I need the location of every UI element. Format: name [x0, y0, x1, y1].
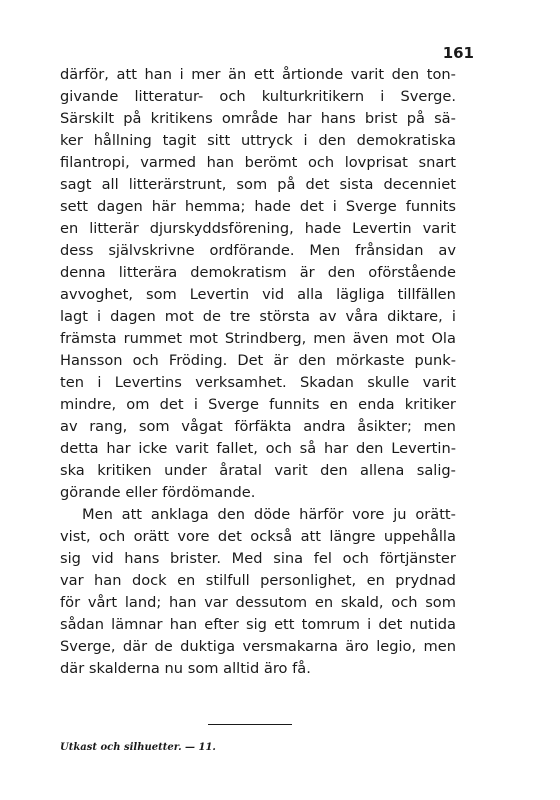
word: på	[123, 110, 142, 127]
word: tillfällen	[397, 286, 456, 303]
word: den	[355, 440, 384, 457]
word: ett	[253, 66, 275, 83]
word: men	[423, 638, 456, 655]
word: av	[438, 242, 456, 259]
word: en	[177, 572, 196, 589]
word: varit	[422, 220, 456, 237]
word: anklaga	[150, 506, 209, 523]
text-line	[60, 614, 456, 636]
text-line	[60, 526, 456, 548]
word: fallet,	[216, 440, 258, 457]
word: Skadan	[300, 374, 354, 391]
word: även	[352, 330, 389, 347]
word: skulle	[367, 374, 410, 391]
text-line	[60, 394, 456, 416]
word: de	[154, 638, 173, 655]
word: därför,	[60, 66, 109, 83]
word: härför	[299, 506, 344, 523]
word: sagt	[60, 176, 92, 193]
word: kritiker	[404, 396, 456, 413]
word: han	[169, 594, 197, 611]
word: vore	[177, 528, 210, 545]
word: döde	[253, 506, 291, 523]
text-line	[60, 86, 456, 108]
word: litterär	[89, 220, 139, 237]
text-line	[60, 658, 456, 680]
word: skalderna	[88, 660, 160, 677]
word: varit	[422, 374, 456, 391]
word: kulturkritikern	[261, 88, 365, 105]
word: tre	[229, 308, 251, 325]
word: han	[144, 66, 172, 83]
text-line	[60, 108, 456, 130]
word: det	[299, 198, 324, 215]
word: Sverge	[345, 198, 397, 215]
word: detta	[60, 440, 99, 457]
word: görande	[60, 484, 121, 501]
word: en	[366, 572, 385, 589]
word: där	[122, 638, 148, 655]
text-line	[60, 372, 456, 394]
word: denna	[60, 264, 106, 281]
word: Fröding.	[168, 352, 228, 369]
word: fel	[313, 550, 332, 567]
word: men	[313, 330, 346, 347]
word: vid	[262, 286, 285, 303]
word: sä-	[434, 110, 456, 127]
word: mindre,	[60, 396, 117, 413]
word: är	[273, 352, 289, 369]
text-line	[60, 416, 456, 438]
word: filantropi,	[60, 154, 130, 171]
word: eller	[125, 484, 158, 501]
word: Levertins	[114, 374, 182, 391]
word: äro	[263, 660, 288, 677]
word: har	[323, 440, 349, 457]
word: ten	[60, 374, 84, 391]
text-line	[60, 460, 456, 482]
word: äro	[345, 638, 369, 655]
word: det	[305, 176, 330, 193]
word: lämnar	[111, 616, 163, 633]
word: så	[299, 440, 317, 457]
word: land;	[124, 594, 162, 611]
word: varit	[175, 440, 209, 457]
word: i	[332, 198, 337, 215]
text-line	[60, 482, 456, 504]
word: den	[318, 132, 346, 149]
word: våra	[345, 308, 379, 325]
word: mer	[191, 66, 221, 83]
word: som	[187, 660, 219, 677]
text-line	[60, 152, 456, 174]
word: den	[391, 66, 420, 83]
word: mörkaste	[335, 352, 405, 369]
text-line	[60, 218, 456, 240]
word: var	[204, 594, 228, 611]
body-text	[60, 64, 456, 680]
word: berömt	[244, 154, 298, 171]
word: där	[60, 660, 85, 677]
word: salig-	[416, 462, 456, 479]
word: åsikter;	[357, 418, 412, 435]
word: verksamhet.	[195, 374, 287, 391]
word: i	[179, 66, 184, 83]
word: på	[277, 176, 296, 193]
word: personlighet,	[260, 572, 357, 589]
word: fördömande.	[162, 484, 256, 501]
word: stilfull	[205, 572, 250, 589]
word: har	[287, 110, 312, 127]
word: ton-	[426, 66, 456, 83]
word: den	[217, 506, 246, 523]
word: prydnad	[395, 572, 456, 589]
text-line	[60, 592, 456, 614]
text-line	[60, 504, 456, 526]
word: och	[342, 550, 369, 567]
word: oförstående	[368, 264, 456, 281]
word: lovprisat	[344, 154, 408, 171]
word: att	[300, 528, 321, 545]
word: brist	[364, 110, 398, 127]
text-line	[60, 328, 456, 350]
word: få.	[292, 660, 311, 677]
word: som	[145, 286, 177, 303]
word: ju	[393, 506, 407, 523]
word: snart	[418, 154, 456, 171]
word: självskrivne	[108, 242, 195, 259]
word: givande	[60, 88, 119, 105]
text-line	[60, 130, 456, 152]
word: demokratiska	[356, 132, 456, 149]
word: uttryck	[240, 132, 293, 149]
word: kritikens	[150, 110, 213, 127]
word: och	[391, 594, 418, 611]
word: dagen	[110, 308, 156, 325]
word: Sverge.	[400, 88, 456, 105]
word: i	[380, 88, 385, 105]
word: de	[202, 308, 221, 325]
word: var	[60, 572, 84, 589]
word: ska	[60, 462, 85, 479]
word: i	[97, 308, 102, 325]
word: Det	[237, 352, 264, 369]
word: nutida	[409, 616, 456, 633]
word: tomrum	[301, 616, 360, 633]
word: sett	[60, 198, 89, 215]
word: demokratism	[190, 264, 287, 281]
word: han	[206, 154, 235, 171]
word: och	[219, 88, 246, 105]
signature-footer: Utkast och silhuetter. — 11.	[60, 742, 216, 753]
word: avvoghet,	[60, 286, 133, 303]
word: av	[60, 418, 78, 435]
word: i	[97, 374, 102, 391]
word: dessutom	[235, 594, 308, 611]
word: ordförande.	[209, 242, 295, 259]
word: under	[164, 462, 207, 479]
word: Men	[309, 242, 341, 259]
word: och	[265, 440, 292, 457]
word: varit	[350, 66, 385, 83]
word: i	[451, 308, 456, 325]
word: det	[378, 616, 403, 633]
word: och	[132, 352, 159, 369]
text-line	[60, 438, 456, 460]
word: men	[423, 418, 456, 435]
word: varmed	[140, 154, 197, 171]
word: uppehålla	[383, 528, 456, 545]
word: här	[151, 198, 176, 215]
word: förtjänster	[379, 550, 456, 567]
word: vårt	[87, 594, 118, 611]
word: i	[193, 396, 198, 413]
word: att	[116, 66, 137, 83]
word: hade	[254, 198, 291, 215]
word: lagt	[60, 308, 88, 325]
word: djurskyddsförening,	[149, 220, 294, 237]
page-number: 161	[442, 44, 474, 62]
word: och	[307, 154, 335, 171]
word: i	[367, 616, 372, 633]
word: den	[298, 352, 326, 369]
word: dess	[60, 242, 94, 259]
word: sina	[273, 550, 304, 567]
word: rummet	[123, 330, 182, 347]
word: litterärstrunt,	[128, 176, 227, 193]
word: orätt-	[415, 506, 456, 523]
word: främsta	[60, 330, 117, 347]
text-line	[60, 196, 456, 218]
word: punk-	[414, 352, 456, 369]
word: att	[121, 506, 143, 523]
word: litterära	[118, 264, 178, 281]
text-line	[60, 64, 456, 86]
word: sådan	[60, 616, 105, 633]
word: versmakarna	[242, 638, 338, 655]
word: som	[138, 418, 170, 435]
text-line	[60, 636, 456, 658]
text-line	[60, 350, 456, 372]
word: årtionde	[281, 66, 344, 83]
word: är	[299, 264, 315, 281]
word: legio,	[376, 638, 417, 655]
word: allena	[360, 462, 405, 479]
word: Särskilt	[60, 110, 115, 127]
word: ker	[60, 132, 83, 149]
word: Men	[82, 506, 113, 523]
word: vore	[352, 506, 385, 523]
word: mot	[188, 330, 218, 347]
word: område	[221, 110, 279, 127]
word: decenniet	[383, 176, 456, 193]
word: enda	[358, 396, 395, 413]
word: sig	[246, 616, 267, 633]
word: mot	[164, 308, 194, 325]
word: han	[94, 572, 122, 589]
word: rang,	[89, 418, 128, 435]
word: vist,	[60, 528, 91, 545]
word: största	[259, 308, 310, 325]
word: som	[425, 594, 456, 611]
word: hållning	[93, 132, 152, 149]
word: andra	[303, 418, 346, 435]
word: vågat	[181, 418, 223, 435]
word: alla	[297, 286, 324, 303]
word: Hansson	[60, 352, 123, 369]
word: än	[228, 66, 247, 83]
word: också	[250, 528, 293, 545]
word: och	[99, 528, 126, 545]
word: Levertin	[352, 220, 412, 237]
word: han	[169, 616, 198, 633]
word: dagen	[97, 198, 143, 215]
word: i	[303, 132, 308, 149]
word: om	[126, 396, 150, 413]
word: det	[217, 528, 242, 545]
word: diktare,	[387, 308, 443, 325]
word: för	[60, 594, 81, 611]
text-line	[60, 548, 456, 570]
word: funnits	[405, 198, 456, 215]
word: kritiken	[97, 462, 152, 479]
word: längre	[329, 528, 376, 545]
word: dock	[131, 572, 167, 589]
word: sista	[339, 176, 374, 193]
word: den	[320, 462, 348, 479]
word: har	[106, 440, 131, 457]
text-line	[60, 570, 456, 592]
word: Levertin	[189, 286, 250, 303]
word: brister.	[170, 550, 221, 567]
word: mot	[395, 330, 425, 347]
word: Ola	[431, 330, 456, 347]
word: duktiga	[180, 638, 236, 655]
word: den	[327, 264, 356, 281]
word: åratal	[219, 462, 262, 479]
word: Levertin-	[391, 440, 456, 457]
word: vid	[91, 550, 114, 567]
word: hemma;	[184, 198, 246, 215]
word: frånsidan	[355, 242, 424, 259]
word: nu	[164, 660, 184, 677]
word: tagit	[162, 132, 197, 149]
word: sitt	[207, 132, 231, 149]
word: varit	[274, 462, 308, 479]
word: av	[318, 308, 337, 325]
word: litteratur-	[134, 88, 204, 105]
word: skald,	[340, 594, 384, 611]
word: efter	[204, 616, 239, 633]
word: Strindberg,	[224, 330, 307, 347]
word: som	[236, 176, 268, 193]
word: orätt	[133, 528, 169, 545]
text-line	[60, 306, 456, 328]
word: hade	[304, 220, 342, 237]
text-line	[60, 174, 456, 196]
word: hans	[320, 110, 356, 127]
word: en	[314, 594, 334, 611]
word: icke	[138, 440, 168, 457]
word: det	[159, 396, 184, 413]
word: Sverge,	[60, 638, 116, 655]
text-line	[60, 240, 456, 262]
word: en	[60, 220, 79, 237]
word: Sverge	[208, 396, 259, 413]
word: sig	[60, 550, 81, 567]
text-line	[60, 262, 456, 284]
word: lägliga	[336, 286, 385, 303]
word: på	[406, 110, 425, 127]
word: hans	[124, 550, 160, 567]
word: en	[329, 396, 348, 413]
word: förfäkta	[234, 418, 292, 435]
word: Med	[231, 550, 263, 567]
word: funnits	[269, 396, 320, 413]
text-line	[60, 284, 456, 306]
footnote-rule	[208, 724, 292, 725]
word: all	[101, 176, 119, 193]
word: alltid	[223, 660, 260, 677]
word: ett	[274, 616, 295, 633]
